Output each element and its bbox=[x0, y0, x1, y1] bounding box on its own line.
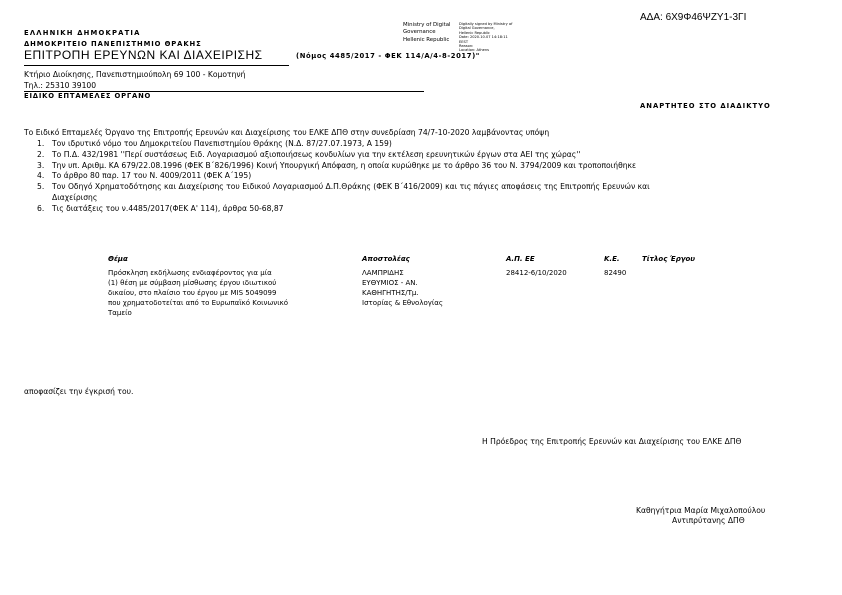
signature-detail: Hellenic Republic bbox=[459, 30, 490, 35]
column-header-protocol: Α.Π. ΕΕ bbox=[506, 255, 535, 263]
decision-text: αποφασίζει την έγκρισή του. bbox=[24, 387, 134, 396]
organ-heading: ΕΙΔΙΚΟ ΕΠΤΑΜΕΛΕΣ ΟΡΓΑΝΟ bbox=[24, 92, 152, 100]
item-text: Τον ιδρυτικό νόμο του Δημοκριτείου Πανεπιστημίου Θράκης (Ν.Δ. 87/27.07.1973, Α 159) bbox=[52, 139, 392, 148]
signature-details bbox=[459, 22, 512, 53]
item-number: 2. bbox=[37, 149, 45, 159]
item-number: 6. bbox=[37, 203, 45, 213]
column-header-project-title: Τίτλος Έργου bbox=[642, 255, 696, 263]
signature-detail: Digitally signed by Ministry of bbox=[459, 22, 513, 26]
column-header-ke: Κ.Ε. bbox=[604, 255, 620, 263]
item-text: Τον Οδηγό Χρηματοδότησης και Διαχείρισης του Ειδικού Λογαριασμού Δ.Π.Θράκης (ΦΕΚ Β΄416/2009) και τις πάγιες αποφάσεις της Επιτροπής Ερευνών και Διαχείρισης bbox=[52, 182, 650, 202]
republic-heading: ΕΛΛΗΝΙΚΗ ΔΗΜΟΚΡΑΤΙΑ bbox=[24, 29, 141, 37]
cell-subject: Πρόσκληση εκδήλωσης ενδιαφέροντος για μία (1) θέση με σύμβαση μίσθωσης έργου ιδιωτικού δικαίου, στο πλαίσιο του έργου με MIS 5049099 που χρηματοδοτείται από το Ευρωπαϊκό Κοινωνικό Ταμείο bbox=[108, 269, 288, 317]
header-divider bbox=[24, 65, 289, 66]
item-number: 3. bbox=[37, 160, 45, 170]
item-text: Την υπ. Αριθμ. ΚΑ 679/22.08.1996 (ΦΕΚ Β΄826/1996) Κοινή Υπουργική Απόφαση, η οποία κυρώθηκε με το άρθρο 36 του Ν. 3794/2009 και τροποποιήθηκε bbox=[52, 160, 637, 170]
list-item bbox=[24, 161, 650, 172]
list-item bbox=[24, 139, 650, 150]
considerations-list bbox=[24, 139, 650, 215]
phone-line: Τηλ.: 25310 39100 bbox=[24, 81, 97, 90]
signature-detail: EEST bbox=[459, 39, 469, 44]
cell-sender: ΛΑΜΠΡΙΔΗΣ ΕΥΘΥΜΙΟΣ - ΑΝ. ΚΑΘΗΓΗΤΗΣ/Τμ. Ιστορίας & Εθνολογίας bbox=[362, 269, 443, 307]
chair-title: Η Πρόεδρος της Επιτροπής Ερευνών και Διαχείρισης του ΕΛΚΕ ΔΠΘ bbox=[482, 437, 742, 446]
signature-issuer bbox=[403, 22, 451, 44]
signature-line: Governance bbox=[403, 29, 436, 36]
posted-online-notice: ΑΝΑΡΤΗΤΕΟ ΣΤΟ ΔΙΑΔΙΚΤΥΟ bbox=[640, 102, 771, 110]
law-reference: (Νόμος 4485/2017 - ΦΕΚ 114/Α/4-8-2017)" bbox=[296, 52, 480, 60]
list-item bbox=[24, 182, 650, 204]
signature-detail: Location: Athens bbox=[459, 48, 489, 53]
item-text: Το άρθρο 80 παρ. 17 του Ν. 4009/2011 (ΦΕΚ Α΄195) bbox=[52, 171, 252, 181]
item-number: 1. bbox=[37, 139, 45, 148]
column-header-subject: Θέμα bbox=[108, 255, 128, 263]
address-line: Κτήριο Διοίκησης, Πανεπιστημιούπολη 69 100 - Κομοτηνή bbox=[24, 70, 246, 79]
signature-line: Hellenic Republic bbox=[403, 36, 450, 43]
intro-paragraph: Το Ειδικό Επταμελές Όργανο της Επιτροπής Ερευνών και Διαχείρισης του ΕΛΚΕ ΔΠΘ στην συνεδρίαση 74/7-10-2020 λαμβάνοντας υπόψη bbox=[24, 128, 550, 137]
list-item bbox=[24, 150, 650, 161]
list-item bbox=[24, 171, 650, 182]
committee-title: ΕΠΙΤΡΟΠΗ ΕΡΕΥΝΩΝ ΚΑΙ ΔΙΑΧΕΙΡΙΣΗΣ bbox=[24, 48, 263, 62]
item-text: Το Π.Δ. 432/1981 ''Περί συστάσεως Ειδ. Λογαριασμού αξιοποιήσεως κονδυλίων για την εκτέλεση ερευνητικών έργων στα ΑΕΙ της χώρας'' bbox=[52, 149, 581, 159]
signature-detail: Reason: bbox=[459, 44, 474, 49]
column-header-sender: Αποστολέας bbox=[362, 255, 410, 263]
signature-detail: Date: 2020.10.07 14:18:11 bbox=[459, 35, 508, 40]
list-item bbox=[24, 204, 650, 215]
item-text: Τις διατάξεις του ν.4485/2017(ΦΕΚ Α' 114), άρθρα 50-68,87 bbox=[52, 203, 284, 213]
signature-detail: Digital Governance, bbox=[459, 26, 495, 31]
signer-role: Αντιπρύτανης ΔΠΘ bbox=[672, 516, 745, 525]
item-number: 5. bbox=[37, 182, 45, 192]
item-number: 4. bbox=[37, 171, 45, 181]
university-heading: ΔΗΜΟΚΡΙΤΕΙΟ ΠΑΝΕΠΙΣΤΗΜΙΟ ΘΡΑΚΗΣ bbox=[24, 40, 202, 48]
ada-code: ΑΔΑ: 6Χ9Φ46ΨΖΥ1-3ΓΙ bbox=[640, 12, 747, 23]
signature-line: Ministry of Digital bbox=[403, 22, 451, 28]
cell-ke: 82490 bbox=[604, 269, 627, 277]
signer-name: Καθηγήτρια Μαρία Μιχαλοπούλου bbox=[636, 506, 766, 515]
cell-protocol: 28412-6/10/2020 bbox=[506, 269, 567, 277]
